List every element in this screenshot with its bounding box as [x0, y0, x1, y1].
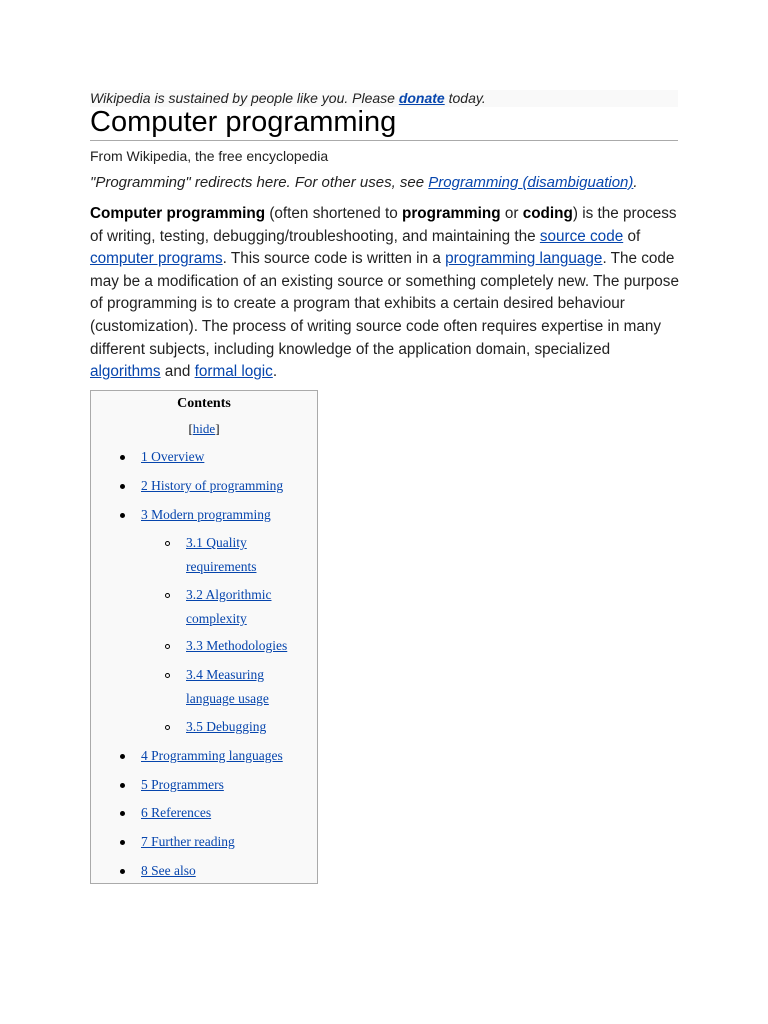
hatnote-prefix: "Programming" redirects here. For other uses, see: [90, 174, 429, 191]
toc-item-modern-programming[interactable]: 3 Modern programming: [141, 507, 271, 522]
term-computer-programming: Computer programming: [90, 205, 266, 222]
term-programming: programming: [402, 205, 501, 222]
notice-prefix: Wikipedia is sustained by people like you. Please: [90, 90, 399, 106]
site-tagline: From Wikipedia, the free encyclopedia: [90, 148, 329, 164]
toc-item-line: 3.1 Quality: [186, 535, 247, 550]
page-title: Computer programming: [90, 104, 678, 141]
toc-item-further-reading[interactable]: 7 Further reading: [141, 834, 235, 849]
toc-item-programmers[interactable]: 5 Programmers: [141, 777, 224, 792]
lead-text: of: [623, 227, 641, 245]
lead-text: ) is the process of writing, testing, debugging/troubleshooting, and maintaining the: [90, 205, 677, 245]
bracket: [: [188, 421, 193, 436]
table-of-contents: [90, 390, 318, 884]
source-code-link[interactable]: source code: [539, 227, 624, 245]
toc-item-quality-requirements[interactable]: [186, 531, 256, 579]
circle-bullet-icon: [165, 644, 170, 649]
toc-item-debugging[interactable]: 3.5 Debugging: [186, 719, 267, 734]
toc-hide-toggle: [91, 421, 317, 437]
term-coding: coding: [522, 205, 573, 222]
toc-item-line: requirements: [186, 559, 257, 574]
toc-item-line: complexity: [186, 611, 247, 626]
bullet-icon: [120, 455, 125, 460]
toc-item-references[interactable]: 6 References: [141, 805, 212, 820]
lead-text: and: [160, 363, 195, 381]
circle-bullet-icon: [165, 673, 170, 678]
toc-item-measuring-language-usage[interactable]: [186, 663, 269, 711]
bullet-icon: [120, 869, 125, 874]
toc-item-methodologies[interactable]: 3.3 Methodologies: [186, 638, 288, 653]
bullet-icon: [120, 783, 125, 788]
programming-language-link[interactable]: programming language: [445, 250, 603, 268]
formal-logic-link[interactable]: formal logic: [194, 363, 273, 381]
toc-title: Contents: [177, 396, 231, 411]
lead-paragraph: [90, 203, 680, 384]
computer-programs-link[interactable]: computer programs: [90, 250, 223, 268]
circle-bullet-icon: [165, 541, 170, 546]
toc-item-see-also[interactable]: 8 See also: [141, 863, 196, 878]
toc-item-line: language usage: [186, 691, 269, 706]
toc-item-programming-languages[interactable]: 4 Programming languages: [141, 748, 283, 763]
donate-link[interactable]: donate: [398, 90, 445, 106]
lead-text: . The code may be a modification of an existing source or something completely new. The purpose of programming is to create a program that exhibits a certain desired behaviour (customization). The process of writing source code often requires expertise in many different subjects, including knowledge of the application domain, specialized: [90, 250, 679, 358]
toc-item-line: 3.2 Algorithmic: [186, 587, 272, 602]
toc-item-algorithmic-complexity[interactable]: [186, 583, 272, 631]
toc-item-overview[interactable]: 1 Overview: [141, 449, 205, 464]
bullet-icon: [120, 840, 125, 845]
toc-hide-link[interactable]: hide: [192, 421, 216, 436]
lead-text: or: [500, 205, 523, 222]
bullet-icon: [120, 754, 125, 759]
circle-bullet-icon: [165, 725, 170, 730]
bullet-icon: [120, 811, 125, 816]
bullet-icon: [120, 484, 125, 489]
lead-text: (often shortened to: [265, 205, 402, 222]
disambiguation-link[interactable]: Programming (disambiguation): [428, 174, 634, 191]
toc-item-history[interactable]: 2 History of programming: [141, 478, 284, 493]
notice-suffix: today.: [444, 90, 486, 106]
hatnote-suffix: .: [633, 174, 638, 191]
bullet-icon: [120, 513, 125, 518]
lead-text: .: [272, 363, 278, 381]
circle-bullet-icon: [165, 593, 170, 598]
toc-item-line: 3.4 Measuring: [186, 667, 264, 682]
algorithms-link[interactable]: algorithms: [90, 363, 161, 381]
hatnote: [90, 174, 638, 192]
lead-text: . This source code is written in a: [222, 250, 446, 268]
bracket: ]: [215, 421, 220, 436]
